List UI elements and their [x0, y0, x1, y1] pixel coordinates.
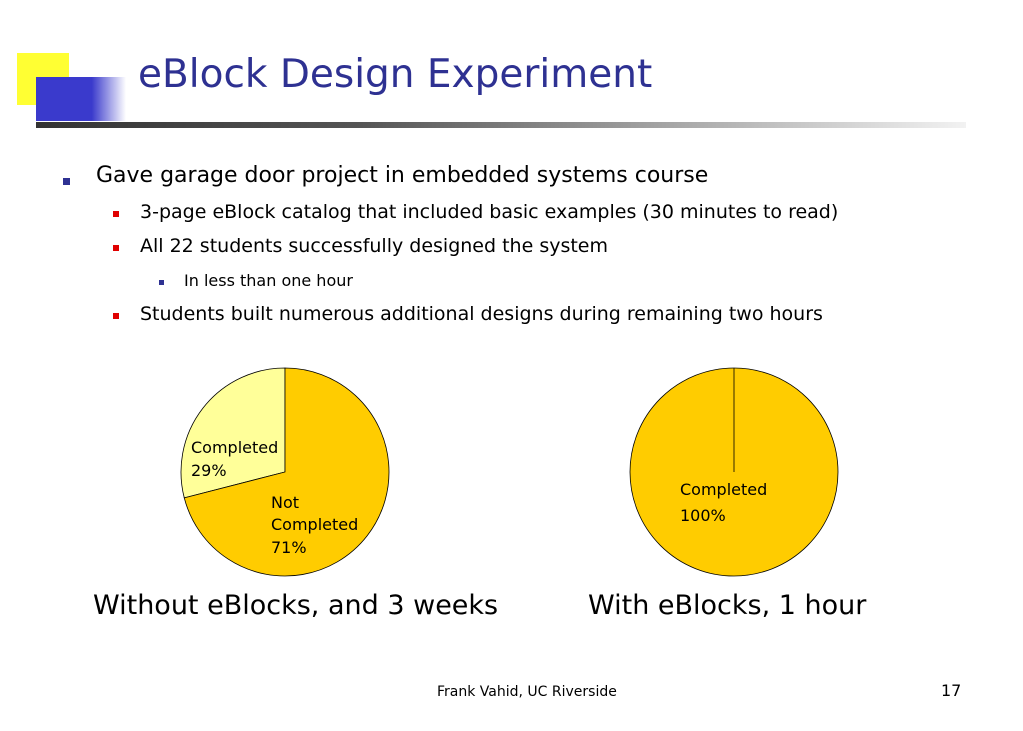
- pie-label-completed: Completed: [191, 438, 279, 457]
- pie-value-not-completed: 71%: [271, 538, 307, 557]
- bullet-level1: Gave garage door project in embedded systems course: [96, 163, 709, 188]
- page-number: 17: [941, 681, 962, 700]
- bullet-level2: 3-page eBlock catalog that included basic examples (30 minutes to read): [140, 201, 839, 223]
- pie-label-completed: Completed: [680, 480, 768, 499]
- bullet-level3: In less than one hour: [184, 271, 353, 290]
- chart-caption-without-eblocks: Without eBlocks, and 3 weeks: [93, 590, 499, 621]
- slide-title: eBlock Design Experiment: [138, 52, 653, 97]
- chart-caption-with-eblocks: With eBlocks, 1 hour: [588, 590, 867, 621]
- pie-value-completed: 100%: [680, 506, 726, 525]
- footer-author: Frank Vahid, UC Riverside: [437, 684, 617, 700]
- pie-chart-with-eblocks: [630, 368, 838, 576]
- bullet-level2: Students built numerous additional designs during remaining two hours: [140, 303, 823, 325]
- pie-label-not-completed-line1: Not: [271, 493, 300, 512]
- pie-label-not-completed-line2: Completed: [271, 515, 359, 534]
- pie-chart-without-eblocks: [181, 368, 389, 576]
- bullet-level2: All 22 students successfully designed the system: [140, 235, 609, 257]
- pie-value-completed: 29%: [191, 461, 227, 480]
